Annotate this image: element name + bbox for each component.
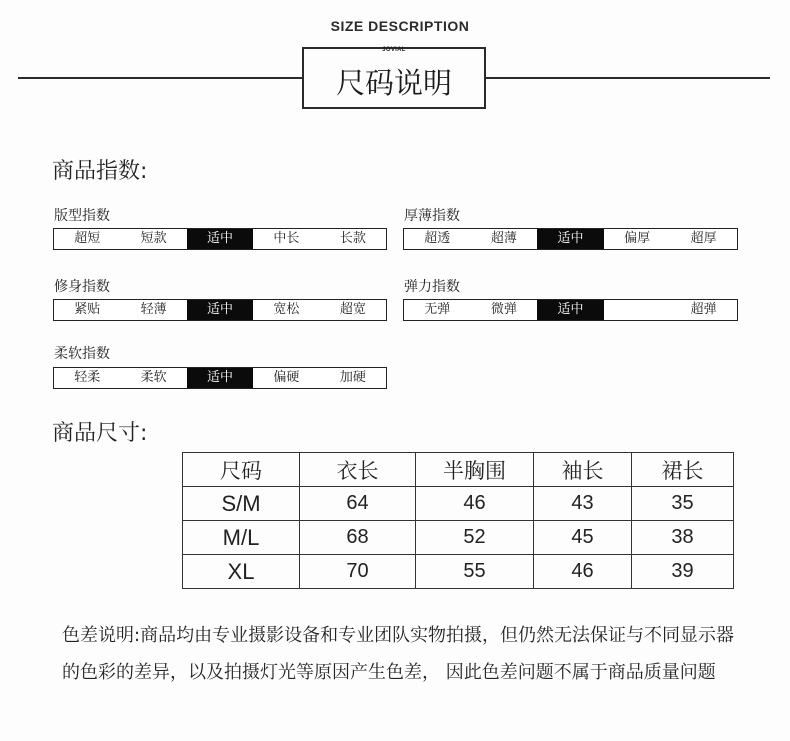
value-cell: 45 [534, 521, 632, 555]
index-label-fit: 版型指数 [54, 208, 110, 224]
scale-option: 柔软 [140, 370, 167, 385]
scale-option-selected: 适中 [537, 229, 604, 249]
scale-option: 超厚 [690, 231, 717, 246]
product-size-title: 商品尺寸: [52, 421, 148, 446]
scale-option: 轻薄 [140, 302, 167, 317]
index-label-slim: 修身指数 [54, 279, 110, 295]
header-rule-left [18, 77, 304, 79]
index-scale-fit [53, 228, 387, 250]
index-scale-softness [53, 367, 387, 389]
table-row [183, 555, 734, 589]
scale-option: 超宽 [339, 302, 366, 317]
scale-option: 紧贴 [74, 302, 101, 317]
value-cell: 43 [534, 487, 632, 521]
index-scale-elasticity [403, 299, 738, 321]
size-cell: XL [183, 555, 300, 589]
scale-option: 偏硬 [273, 370, 300, 385]
header-rule-right [486, 77, 770, 79]
column-header: 半胸围 [416, 453, 534, 487]
value-cell: 39 [632, 555, 734, 589]
index-scale-slim [53, 299, 387, 321]
index-label-thickness: 厚薄指数 [404, 208, 460, 224]
chinese-title: 尺码说明 [335, 66, 452, 100]
size-table [182, 452, 734, 589]
value-cell: 35 [632, 487, 734, 521]
value-cell: 70 [300, 555, 416, 589]
scale-option: 超短 [74, 231, 101, 246]
scale-option: 偏厚 [624, 231, 651, 246]
scale-option: 轻柔 [74, 370, 101, 385]
scale-option: 超透 [424, 231, 451, 246]
scale-option: 微弹 [490, 302, 517, 317]
size-cell: M/L [183, 521, 300, 555]
size-cell: S/M [183, 487, 300, 521]
index-scale-thickness [403, 228, 738, 250]
english-title: SIZE DESCRIPTION [330, 18, 470, 34]
value-cell: 68 [300, 521, 416, 555]
product-index-title: 商品指数: [52, 159, 148, 184]
scale-option: 加硬 [339, 370, 366, 385]
scale-option-selected: 适中 [187, 368, 253, 388]
table-header-row [183, 453, 734, 487]
table-row [183, 521, 734, 555]
index-label-softness: 柔软指数 [54, 346, 110, 362]
value-cell: 55 [416, 555, 534, 589]
scale-option: 宽松 [273, 302, 300, 317]
scale-option-selected: 适中 [187, 229, 253, 249]
scale-option: 超薄 [490, 231, 517, 246]
scale-option-selected: 适中 [187, 300, 253, 320]
scale-option: 无弹 [424, 302, 451, 317]
scale-option: 短款 [140, 231, 167, 246]
column-header: 尺码 [183, 453, 300, 487]
value-cell: 64 [300, 487, 416, 521]
index-label-elasticity: 弹力指数 [404, 279, 460, 295]
value-cell: 52 [416, 521, 534, 555]
table-row [183, 487, 734, 521]
scale-option [604, 300, 671, 320]
color-difference-note: 色差说明:商品均由专业摄影设备和专业团队实物拍摄，但仍然无法保证与不同显示器的色彩的差异，以及拍摄灯光等原因产生色差， 因此色差问题不属于商品质量问题 [62, 625, 735, 683]
scale-option: 长款 [339, 231, 366, 246]
value-cell: 46 [534, 555, 632, 589]
column-header: 衣长 [300, 453, 416, 487]
scale-option: 中长 [273, 231, 300, 246]
column-header: 袖长 [534, 453, 632, 487]
brand-label: JOVIAL [382, 47, 406, 53]
scale-option-selected: 适中 [537, 300, 604, 320]
title-box [302, 47, 486, 109]
scale-option: 超弹 [690, 302, 717, 317]
value-cell: 38 [632, 521, 734, 555]
column-header: 裙长 [632, 453, 734, 487]
value-cell: 46 [416, 487, 534, 521]
